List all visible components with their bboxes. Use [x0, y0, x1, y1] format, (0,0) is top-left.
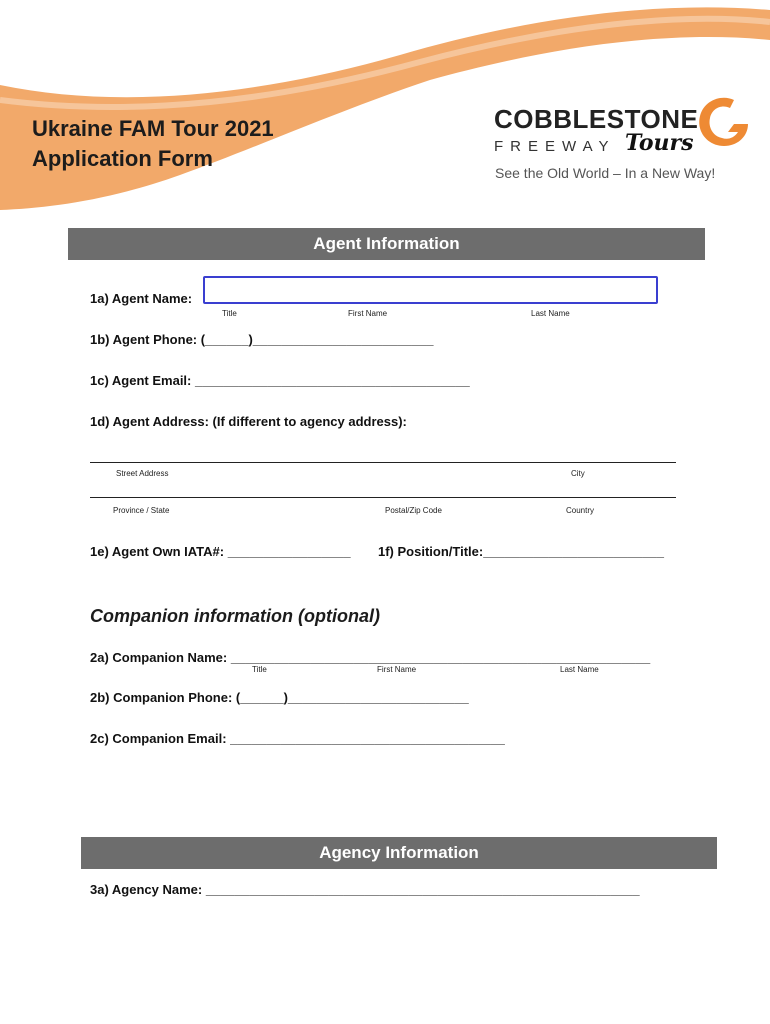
agent-address-line-1[interactable] [90, 462, 676, 463]
address-sub-province: Province / State [113, 506, 170, 515]
logo-freeway-text: FREEWAY [494, 138, 616, 155]
companion-name-field[interactable]: 2a) Companion Name: __________________________________________________________ [90, 650, 651, 665]
agent-name-label: 1a) Agent Name: [90, 291, 193, 306]
agent-position-field[interactable]: 1f) Position/Title:_________________________ [378, 544, 664, 559]
agent-name-sub-first: First Name [348, 309, 388, 318]
address-sub-country: Country [566, 506, 595, 515]
companion-email-field[interactable]: 2c) Companion Email: ______________________________________ [90, 731, 505, 746]
logo-tagline: See the Old World – In a New Way! [495, 165, 716, 181]
agent-name-input[interactable] [203, 276, 658, 304]
agent-information-header: Agent Information [68, 228, 705, 260]
address-sub-city: City [571, 469, 585, 478]
agent-address-label: 1d) Agent Address: (If different to agency address): [90, 414, 407, 429]
agent-phone-field[interactable]: 1b) Agent Phone: (______)_________________________ [90, 332, 434, 347]
companion-name-sub-first: First Name [377, 665, 417, 674]
companion-phone-field[interactable]: 2b) Companion Phone: (______)_________________________ [90, 690, 469, 705]
agent-address-line-2[interactable] [90, 497, 676, 498]
agent-name-sub-last: Last Name [531, 309, 570, 318]
agency-information-header: Agency Information [81, 837, 717, 869]
address-sub-postal: Postal/Zip Code [385, 506, 442, 515]
companion-name-sub-last: Last Name [560, 665, 599, 674]
address-sub-street: Street Address [116, 469, 169, 478]
agency-name-field[interactable]: 3a) Agency Name: ____________________________________________________________ [90, 882, 640, 897]
logo-tours-script: Tours [625, 130, 694, 156]
agent-email-field[interactable]: 1c) Agent Email: ______________________________________ [90, 373, 470, 388]
logo-company-name: COBBLESTONE [494, 104, 699, 134]
form-title-line-2: Application Form [32, 146, 213, 171]
agent-name-sub-title: Title [222, 309, 237, 318]
agent-iata-field[interactable]: 1e) Agent Own IATA#: _________________ [90, 544, 351, 559]
cobblestone-logo-icon [694, 92, 752, 150]
companion-name-sub-title: Title [252, 665, 267, 674]
companion-section-heading: Companion information (optional) [90, 606, 380, 626]
form-title-line-1: Ukraine FAM Tour 2021 [32, 116, 274, 141]
